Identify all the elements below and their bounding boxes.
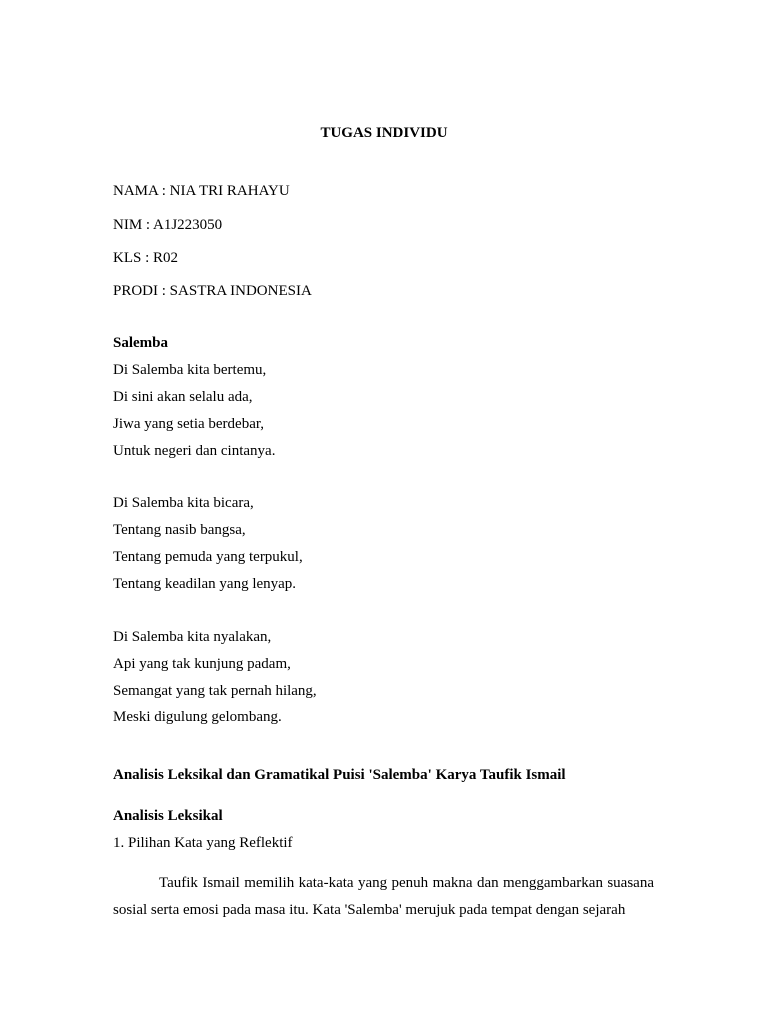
poem-line: Untuk negeri dan cintanya. xyxy=(113,443,276,459)
poem-line: Tentang pemuda yang terpukul, xyxy=(113,549,303,565)
poem-line: Tentang keadilan yang lenyap. xyxy=(113,576,297,592)
poem-line: Di sini akan selalu ada, xyxy=(113,389,253,405)
poem-line: Meski digulung gelombang. xyxy=(113,709,282,725)
poem-line: Di Salemba kita bicara, xyxy=(113,495,254,511)
document-title: TUGAS INDIVIDU xyxy=(320,125,448,141)
identity-nama: NAMA : NIA TRI RAHAYU xyxy=(113,183,290,199)
poem-line: Di Salemba kita nyalakan, xyxy=(113,629,272,645)
identity-nim: NIM : A1J223050 xyxy=(113,217,223,233)
analysis-subheading: Analisis Leksikal xyxy=(113,808,223,824)
poem-line: Di Salemba kita bertemu, xyxy=(113,362,267,378)
poem-line: Semangat yang tak pernah hilang, xyxy=(113,683,317,699)
poem-line: Api yang tak kunjung padam, xyxy=(113,656,291,672)
identity-kls: KLS : R02 xyxy=(113,250,179,266)
identity-prodi: PRODI : SASTRA INDONESIA xyxy=(113,283,312,299)
poem-line: Tentang nasib bangsa, xyxy=(113,522,246,538)
analysis-heading: Analisis Leksikal dan Gramatikal Puisi 'Salemba' Karya Taufik Ismail xyxy=(113,767,566,783)
analysis-point: 1. Pilihan Kata yang Reflektif xyxy=(113,835,293,851)
analysis-paragraph: Taufik Ismail memilih kata-kata yang penuh makna dan menggambarkan suasana sosial serta emosi pada masa itu. Kata 'Salemba' merujuk pada tempat dengan sejarah xyxy=(113,875,654,918)
poem-line: Jiwa yang setia berdebar, xyxy=(113,416,265,432)
poem-title: Salemba xyxy=(113,335,169,351)
